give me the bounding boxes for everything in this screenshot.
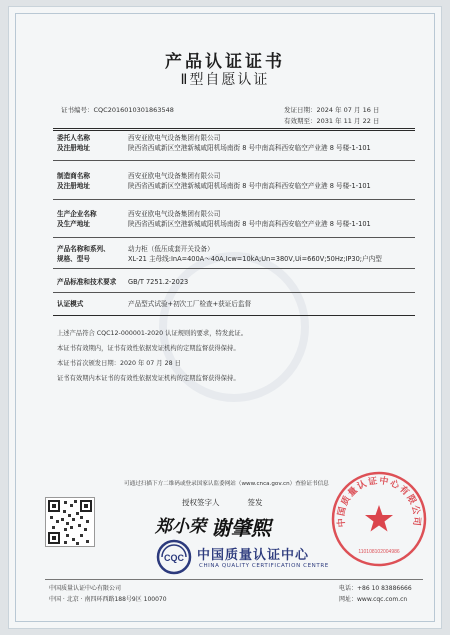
note-line: 上述产品符合 CQC12-000001-2020 认证规则的要求，特发此证。 bbox=[57, 330, 248, 337]
svg-text:中国质量认证中心有限公司: 中国质量认证中心有限公司 bbox=[336, 476, 422, 528]
issue-date-label: 发证日期： bbox=[284, 106, 317, 114]
footer-location: 中国 · 北京 · 南四环西路188号9区 100070 bbox=[49, 596, 167, 603]
signature-labels bbox=[182, 497, 291, 508]
divider bbox=[53, 292, 415, 293]
qr-code[interactable] bbox=[45, 497, 95, 547]
footer-contact bbox=[339, 583, 412, 605]
field-label: 认证模式 bbox=[57, 300, 84, 308]
footer-website: 网址：www.cqc.com.cn bbox=[339, 596, 408, 603]
certificate-dates bbox=[284, 105, 379, 127]
divider bbox=[53, 130, 415, 131]
field-value: 动力柜（低压成套开关设备） bbox=[128, 245, 214, 253]
certificate-number bbox=[61, 105, 174, 114]
issuer-label: 签发 bbox=[247, 498, 263, 507]
divider bbox=[53, 160, 415, 161]
divider bbox=[53, 315, 415, 316]
expiry-date: 2031 年 11 月 22 日 bbox=[316, 117, 380, 125]
issuer-signature: 谢肇熙 bbox=[211, 516, 271, 540]
official-seal-icon bbox=[329, 469, 429, 569]
field-label: 及注册地址 bbox=[57, 144, 90, 152]
cert-no-value: CQC2016010301863548 bbox=[93, 106, 174, 114]
field-label: 及注册地址 bbox=[57, 182, 90, 190]
organization-name-en: CHINA QUALITY CERTIFICATION CENTRE bbox=[199, 563, 329, 569]
field-value: 西安亚欧电气设备集团有限公司 bbox=[128, 134, 221, 142]
field-value: 陕西省西咸新区空港新城咸阳机场南街 8 号中南高科西安临空产业港 8 号楼-1-101 bbox=[128, 182, 371, 190]
qr-instruction: 可通过扫描下方二维码或登录国家认监委网站（www.cnca.gov.cn）查验证书信息 bbox=[124, 481, 329, 487]
field-label: 及生产地址 bbox=[57, 220, 90, 228]
field-value: 产品型式试验+初次工厂检查+获证后监督 bbox=[128, 300, 252, 308]
note-line: 本证书有效期内，证书有效性依据发证机构的定期监督获得保持。 bbox=[57, 345, 240, 352]
field-label: 规格、型号 bbox=[57, 255, 90, 263]
first-issue-line: 本证书首次颁发日期：2020 年 07 月 28 日 bbox=[57, 360, 181, 367]
field-value: 西安亚欧电气设备集团有限公司 bbox=[128, 172, 221, 180]
expiry-date-label: 有效期至： bbox=[284, 117, 317, 125]
cqc-logo-icon bbox=[155, 539, 193, 575]
cqc-logo-block bbox=[155, 539, 329, 575]
footer-company: 中国质量认证中心有限公司 bbox=[49, 585, 122, 592]
cert-no-label: 证书编号： bbox=[61, 106, 94, 114]
field-value: XL-21 主母线:InA=400A～40A,Icw=10kA;Un=380V,Ui=660V;50Hz;IP30;户内型 bbox=[128, 255, 382, 263]
svg-text:110108102004986: 110108102004986 bbox=[358, 549, 400, 555]
field-value: 陕西省西咸新区空港新城咸阳机场南街 8 号中南高科西安临空产业港 8 号楼-1-101 bbox=[128, 144, 371, 152]
divider bbox=[53, 199, 415, 200]
certificate-title: 产品认证证书 bbox=[165, 52, 285, 72]
field-value: 西安亚欧电气设备集团有限公司 bbox=[128, 210, 221, 218]
divider bbox=[53, 237, 415, 238]
authorized-signature: 郑小荣 bbox=[155, 517, 206, 537]
certificate bbox=[8, 6, 442, 629]
divider bbox=[53, 128, 415, 129]
authorized-signatory-label: 授权签字人 bbox=[182, 498, 220, 507]
svg-text:CQC: CQC bbox=[164, 553, 184, 563]
field-label: 委托人名称 bbox=[57, 134, 90, 142]
field-value: 陕西省西咸新区空港新城咸阳机场南街 8 号中南高科西安临空产业港 8 号楼-1-101 bbox=[128, 220, 371, 228]
field-label: 产品名称和系列、 bbox=[57, 245, 110, 253]
organization-name-cn: 中国质量认证中心 bbox=[197, 548, 310, 563]
field-label: 产品标准和技术要求 bbox=[57, 278, 117, 286]
issue-date: 2024 年 07 月 16 日 bbox=[316, 106, 380, 114]
field-label: 制造商名称 bbox=[57, 172, 90, 180]
divider bbox=[53, 268, 415, 269]
footer-phone: 电话：+86 10 83886666 bbox=[339, 585, 412, 592]
field-label: 生产企业名称 bbox=[57, 210, 97, 218]
field-value: GB/T 7251.2-2023 bbox=[128, 278, 189, 286]
footer-divider bbox=[45, 579, 423, 580]
certificate-subtitle: Ⅱ型自愿认证 bbox=[180, 72, 270, 88]
note-line: 证书有效期内本证书的有效性依据发证机构的定期监督获得保持。 bbox=[57, 375, 240, 382]
footer-address bbox=[49, 583, 167, 605]
certificate-notes bbox=[57, 326, 407, 386]
